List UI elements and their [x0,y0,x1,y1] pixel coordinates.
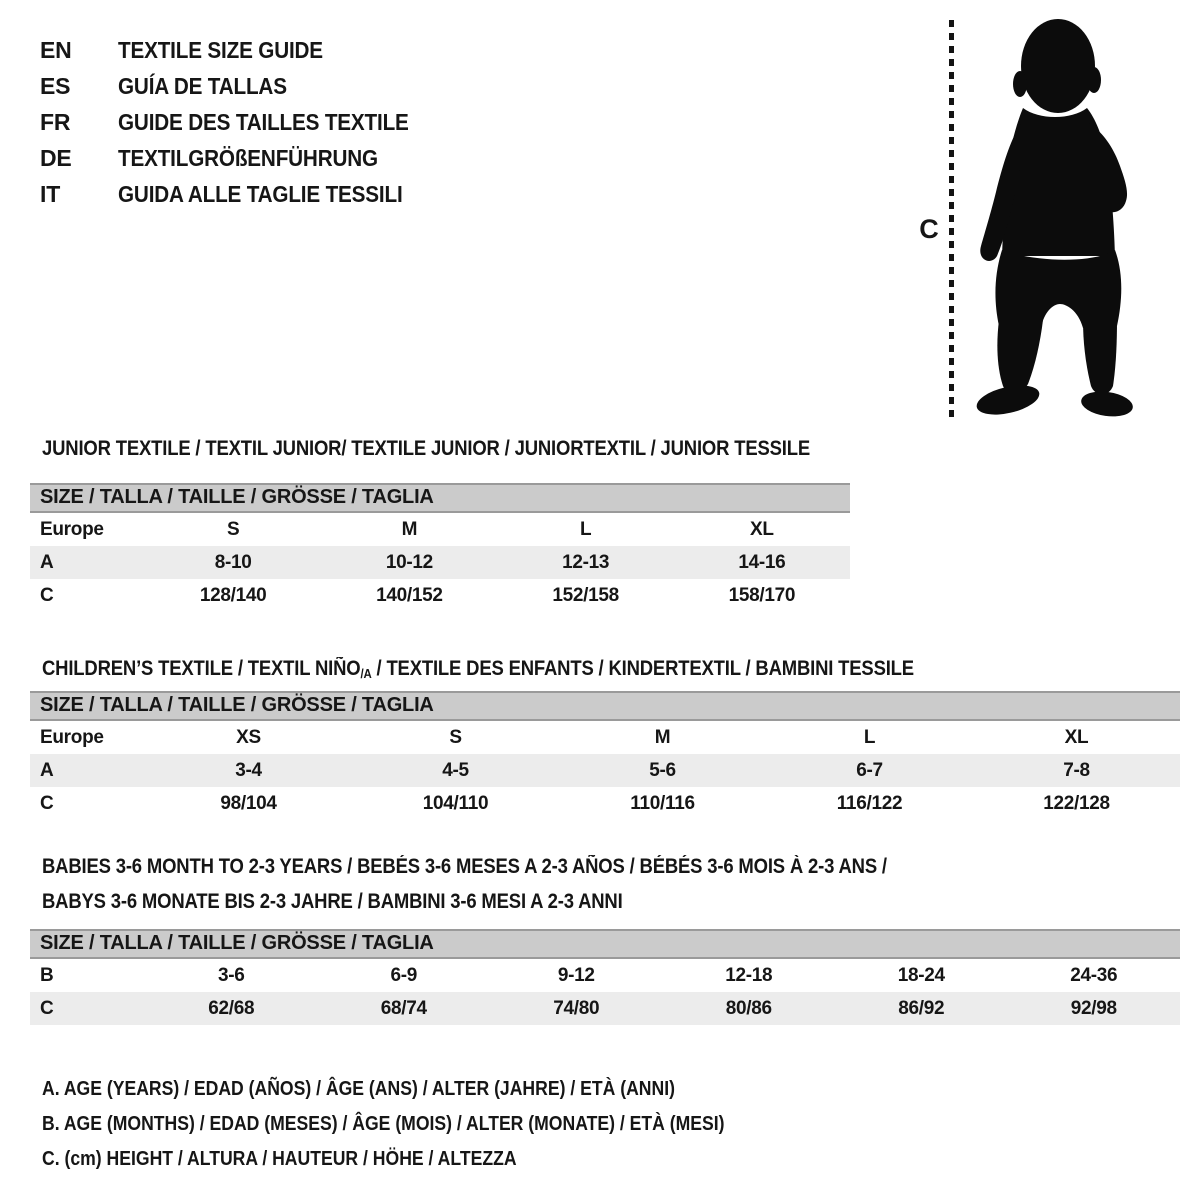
note-age-months-text: B. AGE (MONTHS) / EDAD (MESES) / ÂGE (MOIS) / ALTER (MONATE) / ETÀ (MESI) [42,1113,725,1135]
lang-row-fr [40,104,441,140]
height-cell: 140/152 [376,584,443,606]
height-cell: 116/122 [836,792,903,814]
babies-row-height [30,992,1180,1025]
height-cell: 158/170 [728,584,796,606]
size-cell: S [226,518,240,540]
age-cell: 4-5 [442,759,469,781]
junior-size-table [30,483,850,612]
height-cell: 80/86 [725,997,772,1019]
row-label: A [40,759,54,781]
height-cell: 92/98 [1070,997,1117,1019]
children-title-rest: / TEXTILE DES ENFANTS / KINDERTEXTIL / BAMBINI TESSILE [371,657,914,680]
junior-row-europe [30,513,850,546]
row-label: Europe [40,726,104,748]
lang-title-de: TEXTILGRÖßENFÜHRUNG [118,145,378,171]
age-cell: 14-16 [738,551,786,573]
lang-title-es: GUÍA DE TALLAS [118,73,287,99]
junior-section-title-text: JUNIOR TEXTILE / TEXTIL JUNIOR/ TEXTILE JUNIOR / JUNIORTEXTIL / JUNIOR TESSILE [42,437,811,460]
junior-section-title [42,437,915,461]
lang-title-en: TEXTILE SIZE GUIDE [118,37,323,63]
note-age-years-text: A. AGE (YEARS) / EDAD (AÑOS) / ÂGE (ANS) / ALTER (JAHRE) / ETÀ (ANNI) [42,1078,675,1100]
children-size-header-text: SIZE / TALLA / TAILLE / GRÖSSE / TAGLIA [40,694,434,716]
junior-size-header-bar [30,483,850,513]
lang-title-fr: GUIDE DES TAILLES TEXTILE [118,109,409,135]
children-section-title [42,657,1033,681]
size-cell: XS [236,726,261,748]
age-cell: 8-10 [214,551,252,573]
lang-code-en: EN [40,37,72,63]
row-label: A [40,551,54,573]
size-cell: XL [1064,726,1089,748]
size-cell: XL [750,518,774,540]
height-cell: 68/74 [380,997,427,1019]
height-cell: 104/110 [422,792,489,814]
children-row-height [30,787,1180,820]
size-cell: L [863,726,876,748]
months-cell: 3-6 [217,964,245,986]
children-size-header-bar [30,691,1180,721]
lang-row-es [40,68,441,104]
age-cell: 10-12 [385,551,433,573]
height-cell: 62/68 [208,997,255,1019]
size-cell: M [401,518,418,540]
size-cell: S [449,726,462,748]
size-cell: L [579,518,592,540]
lang-code-it: IT [40,181,61,207]
junior-row-age [30,546,850,579]
babies-title-line2-text: BABYS 3-6 MONATE BIS 2-3 JAHRE / BAMBINI 3-6 MESI A 2-3 ANNI [42,890,623,913]
months-cell: 24-36 [1070,964,1118,986]
height-cell: 128/140 [199,584,267,606]
months-cell: 6-9 [390,964,418,986]
children-section-title-text [42,657,914,681]
babies-size-table [30,929,1180,1025]
age-cell: 5-6 [649,759,676,781]
row-label: Europe [40,518,104,540]
babies-section-title-line1 [42,855,1002,879]
lang-row-en [40,32,441,68]
months-cell: 18-24 [897,964,945,986]
lang-row-de [40,140,441,176]
children-row-europe [30,721,1180,754]
babies-title-line1-text: BABIES 3-6 MONTH TO 2-3 YEARS / BEBÉS 3-6 MESES A 2-3 AÑOS / BÉBÉS 3-6 MOIS À 2-3 ANS / [42,855,887,878]
legend-notes [42,1072,818,1177]
language-title-list [40,32,441,212]
junior-size-header-text: SIZE / TALLA / TAILLE / GRÖSSE / TAGLIA [40,486,434,508]
note-age-months [42,1107,818,1142]
children-title-main: CHILDREN’S TEXTILE / TEXTIL NIÑO [42,657,361,680]
row-label: B [40,964,54,986]
months-cell: 9-12 [557,964,595,986]
toddler-silhouette-icon [963,16,1143,421]
age-cell: 7-8 [1063,759,1090,781]
lang-code-de: DE [40,145,72,171]
children-row-age [30,754,1180,787]
height-measure-line [949,20,954,418]
note-height-cm [42,1142,818,1177]
months-cell: 12-18 [725,964,773,986]
height-label: C [919,214,939,244]
babies-size-header-bar [30,929,1180,959]
children-size-table [30,691,1180,820]
children-title-sub: /A [360,666,372,681]
lang-row-it [40,176,441,212]
age-cell: 12-13 [562,551,610,573]
note-age-years [42,1072,818,1107]
note-height-cm-text: C. (cm) HEIGHT / ALTURA / HAUTEUR / HÖHE / ALTEZZA [42,1148,517,1170]
height-cell: 122/128 [1043,792,1110,814]
height-cell: 110/116 [630,792,695,814]
height-cell: 86/92 [898,997,945,1019]
row-label: C [40,584,54,606]
babies-row-months [30,959,1180,992]
age-cell: 3-4 [235,759,262,781]
lang-title-it: GUIDA ALLE TAGLIE TESSILI [118,181,403,207]
babies-section-title-line2 [42,890,702,914]
lang-code-es: ES [40,73,71,99]
row-label: C [40,792,54,814]
lang-code-fr: FR [40,109,71,135]
size-cell: M [654,726,671,748]
height-cell: 98/104 [220,792,277,814]
row-label: C [40,997,54,1019]
babies-size-header-text: SIZE / TALLA / TAILLE / GRÖSSE / TAGLIA [40,932,434,954]
height-cell: 152/158 [552,584,619,606]
height-cell: 74/80 [553,997,600,1019]
age-cell: 6-7 [856,759,883,781]
junior-row-height [30,579,850,612]
